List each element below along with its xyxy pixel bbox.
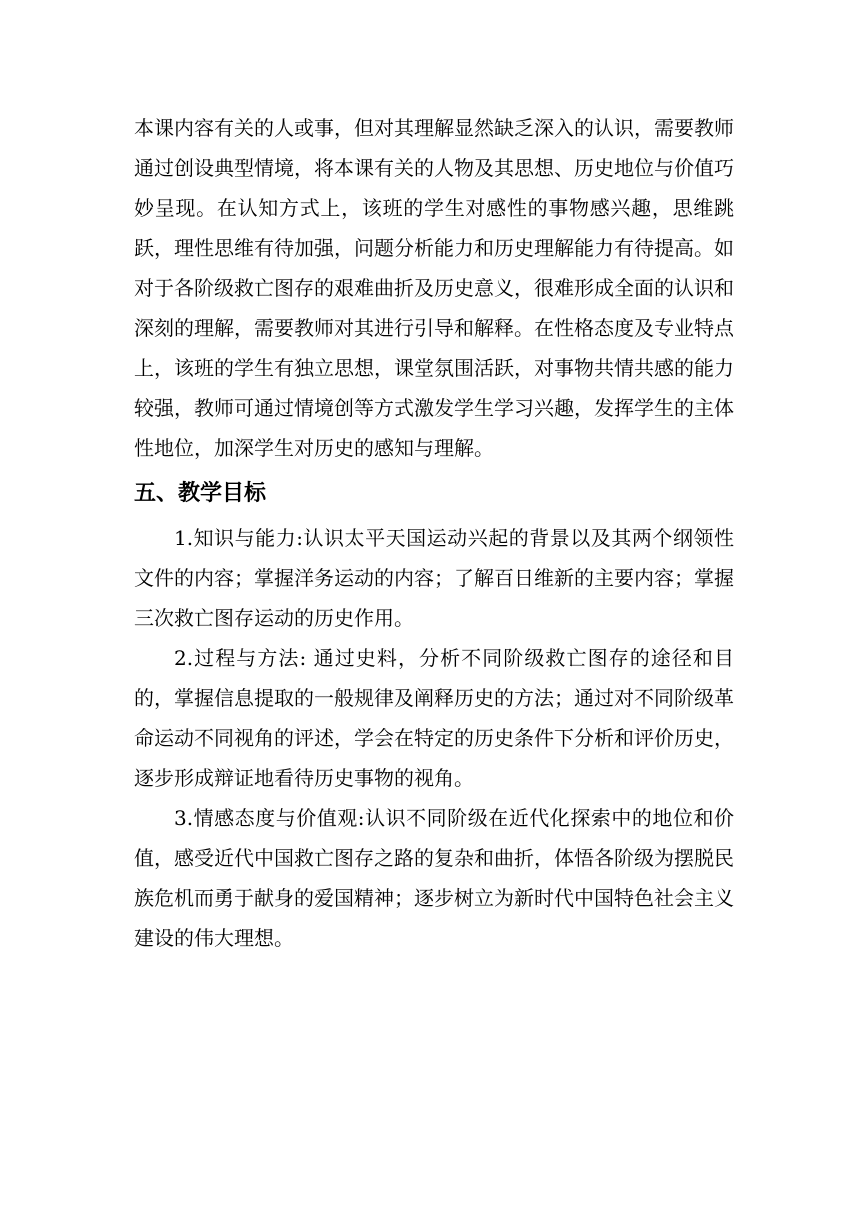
intro-paragraph: 本课内容有关的人或事，但对其理解显然缺乏深入的认识，需要教师通过创设典型情境，将本课有关的人物及其思想、历史地位与价值巧妙呈现。在认知方式上，该班的学生对感性的事物感兴趣，思维跳跃，理性思维有待加强，问题分析能力和历史理解能力有待提高。如对于各阶级救亡图存的艰难曲折及历史意义，很难形成全面的认识和深刻的理解，需要教师对其进行引导和解释。在性格态度及专业特点上，该班的学生有独立思想，课堂氛围活跃，对事物共情共感的能力较强，教师可通过情境创等方式激发学生学习兴趣，发挥学生的主体性地位，加深学生对历史的感知与理解。 — [134, 116, 734, 460]
objective-knowledge: 1.知识与能力:认识太平天国运动兴起的背景以及其两个纲领性文件的内容；掌握洋务运动的内容；了解百日维新的主要内容；掌握三次救亡图存运动的历史作用。 — [134, 526, 734, 630]
page-content — [134, 108, 734, 958]
section-heading: 五、教学目标 — [134, 481, 267, 506]
objective-process: 2.过程与方法: 通过史料，分析不同阶级救亡图存的途径和目的，掌握信息提取的一般规律及阐释历史的方法；通过对不同阶级革命运动不同视角的评述，学会在特定的历史条件下分析和评价历史，逐步形成辩证地看待历史事物的视角。 — [134, 646, 734, 790]
objective-values: 3.情感态度与价值观:认识不同阶级在近代化探索中的地位和价值，感受近代中国救亡图存之路的复杂和曲折，体悟各阶级为摆脱民族危机而勇于献身的爱国精神；逐步树立为新时代中国特色社会主义建设的伟大理想。 — [134, 806, 734, 950]
